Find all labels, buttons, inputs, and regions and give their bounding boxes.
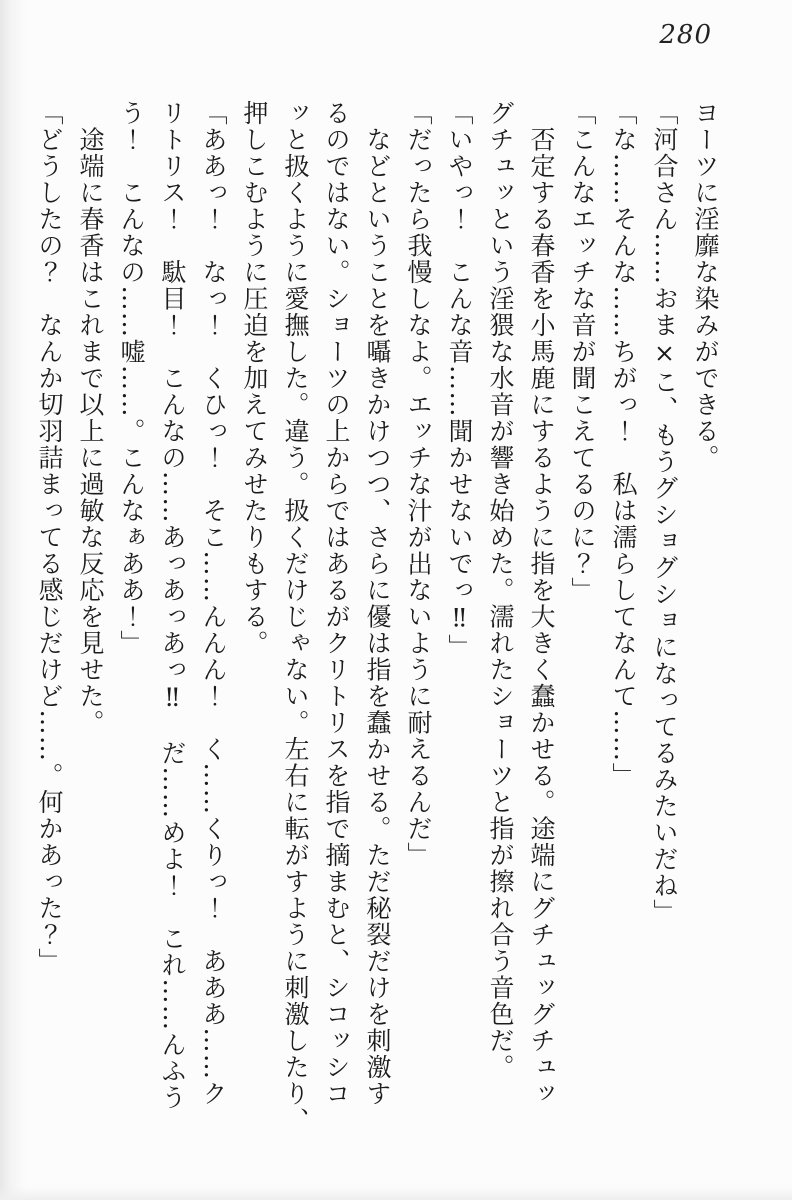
- text-column-9: などということを囁きかけつつ、さらに優は指を蠢かせる。ただ秘裂だけを刺激す: [363, 100, 392, 1107]
- text-column-5: 否定する春香を小馬鹿にするように指を大きく蠢かせる。途端にグチュッグチュッ: [527, 100, 556, 1107]
- text-column-16: 途端に春香はこれまで以上に過敏な反応を見せた。: [76, 100, 105, 736]
- text-column-10: るのではない。ショーツの上からではあるがクリトリスを指で摘まむと、シコッシコ: [322, 100, 351, 1107]
- text-column-1: ヨーツに淫靡な染みができる。: [691, 100, 720, 471]
- text-column-3: 「な……そんな……ちがっ！ 私は濡らしてなんて……」: [609, 100, 638, 789]
- page-number: 280: [659, 20, 712, 50]
- text-column-7: 「いやっ！ こんな音……聞かせないでっ‼」: [445, 100, 474, 661]
- page-edge-shading-bottom: [0, 1186, 792, 1200]
- text-column-2: 「河合さん……おま×こ、もうグショグショになってるみたいだね」: [650, 100, 679, 926]
- text-column-12: 押しこむように圧迫を加えてみせたりもする。: [240, 100, 269, 657]
- novel-text-block: [29, 100, 726, 1152]
- text-column-8: 「だったら我慢しなよ。エッチな汁が出ないように耐えるんだ」: [404, 100, 433, 869]
- text-column-14: リトリス！ 駄目！ こんなの……あっあっあっ‼ だ……めよ！ これ……んふう: [158, 100, 187, 1111]
- text-column-17: 「どうしたの？ なんか切羽詰まってる感じだけど……。何かあった？」: [35, 100, 64, 975]
- text-column-6: グチュッという淫猥な水音が響き始めた。濡れたショーツと指が擦れ合う音色だ。: [486, 100, 515, 1081]
- page-edge-shading-left: [0, 0, 26, 1200]
- text-column-13: 「ああっ！ なっ！ くひっ！ そこ……んんん！ く……くりっ！ あああ……ク: [199, 100, 228, 1107]
- text-column-15: う！ こんなの……嘘……。こんなぁああ！」: [117, 100, 146, 657]
- text-column-4: 「こんなエッチな音が聞こえてるのに？」: [568, 100, 597, 604]
- text-column-11: ッと扱くように愛撫した。違う。扱くだけじゃない。左右に転がすように刺激したり、: [281, 100, 310, 1134]
